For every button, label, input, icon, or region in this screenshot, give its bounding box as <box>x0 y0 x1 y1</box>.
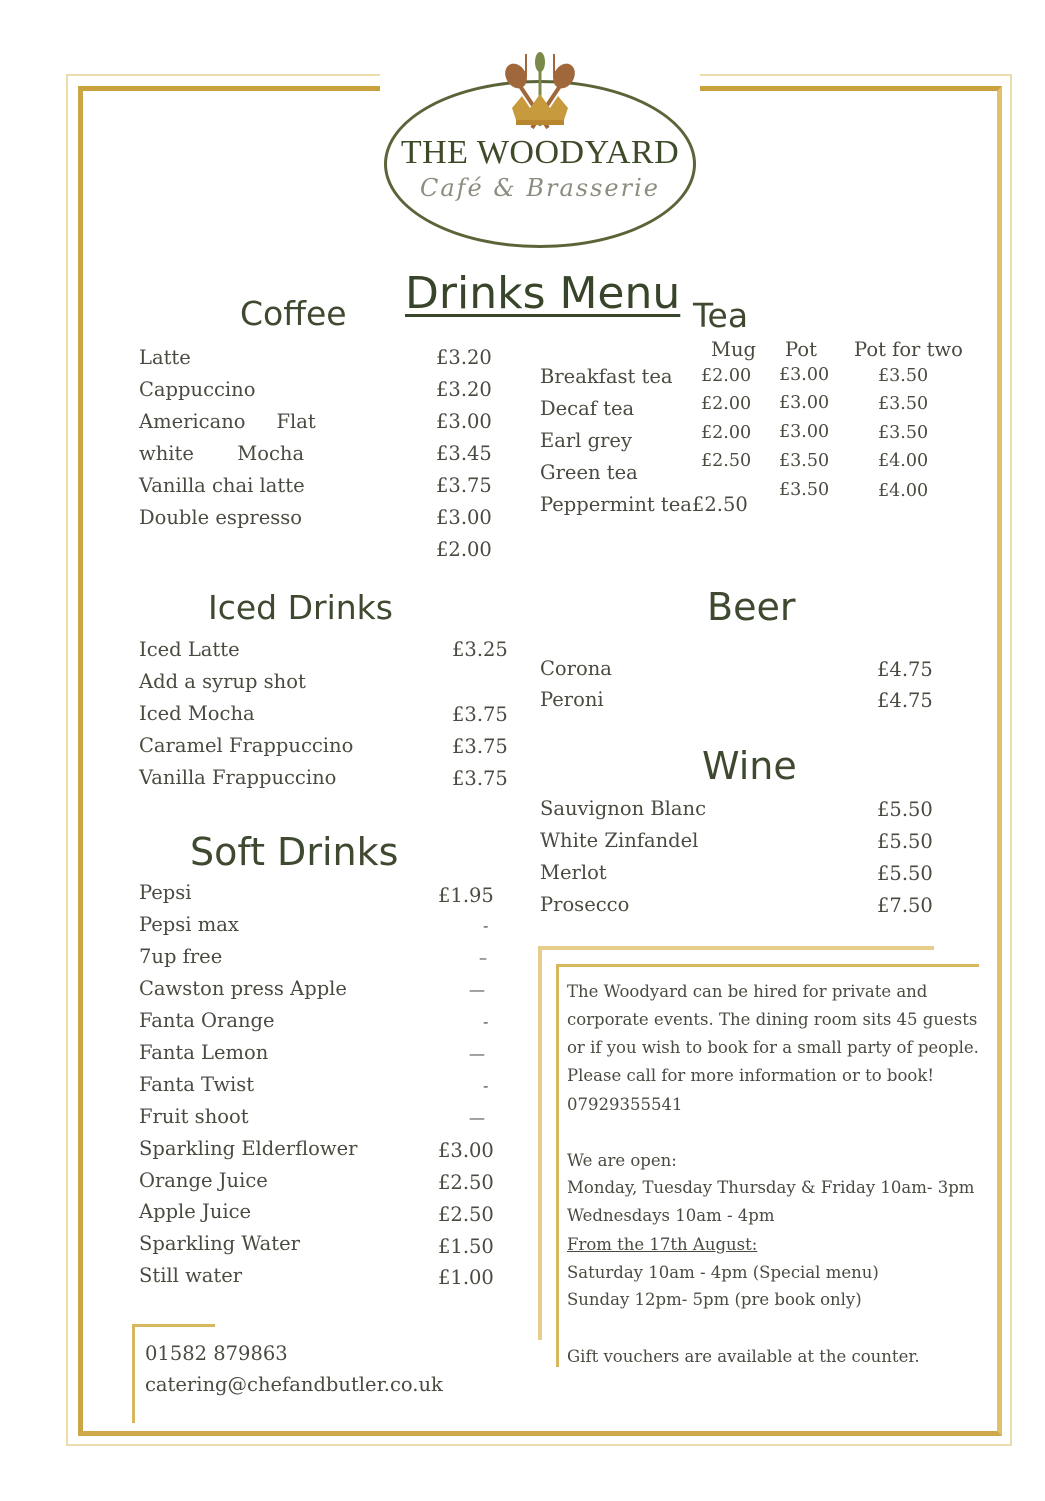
soft-price: — <box>469 980 485 999</box>
contact-phone: 01582 879863 <box>145 1342 288 1365</box>
info-line: corporate events. The dining room sits 45 guests <box>567 1010 978 1029</box>
wine-heading: Wine <box>702 744 797 788</box>
page-title: Drinks Menu <box>405 268 681 319</box>
soft-item: Pepsi max <box>139 913 239 936</box>
iced-heading: Iced Drinks <box>208 588 393 627</box>
soft-item: Pepsi <box>139 881 192 904</box>
iced-price: £3.75 <box>452 703 508 726</box>
tea-pot-price: £3.00 <box>779 393 830 413</box>
hours-line: Sunday 12pm- 5pm (pre book only) <box>567 1290 862 1309</box>
soft-price: £1.50 <box>438 1235 494 1258</box>
open-heading: We are open: <box>567 1151 677 1170</box>
coffee-heading: Coffee <box>240 294 347 333</box>
soft-price: — <box>469 1108 485 1127</box>
beer-item: Peroni <box>540 688 604 711</box>
tea-pot-two-price: £4.00 <box>878 451 929 471</box>
info-line: Please call for more information or to book! <box>567 1066 934 1085</box>
beer-price: £4.75 <box>877 658 933 681</box>
vouchers-note: Gift vouchers are available at the counter. <box>567 1347 920 1366</box>
iced-item: Vanilla Frappuccino <box>139 766 337 789</box>
tea-pot-two-price: £3.50 <box>878 423 929 443</box>
beer-item: Corona <box>540 657 612 680</box>
hours-line: Wednesdays 10am - 4pm <box>567 1206 775 1225</box>
tea-mug-price: £2.50 <box>701 451 752 471</box>
info-line: or if you wish to book for a small party of people. <box>567 1038 979 1057</box>
soft-item: Fanta Orange <box>139 1009 275 1032</box>
tea-pot-two-price: £3.50 <box>878 394 929 414</box>
wine-price: £5.50 <box>877 862 933 885</box>
soft-price: £1.95 <box>438 884 494 907</box>
coffee-item: white Mocha <box>139 442 305 465</box>
wine-item: Prosecco <box>540 893 630 916</box>
iced-price: £3.75 <box>452 767 508 790</box>
brand-name: THE WOODYARD <box>400 134 680 171</box>
soft-price: £1.00 <box>438 1266 494 1289</box>
wine-price: £7.50 <box>877 894 933 917</box>
soft-item: Sparkling Elderflower <box>139 1137 358 1160</box>
iced-item: Add a syrup shot <box>139 670 306 693</box>
hours-line: Monday, Tuesday Thursday & Friday 10am- 3pm <box>567 1178 975 1197</box>
hours-line: Saturday 10am - 4pm (Special menu) <box>567 1263 879 1282</box>
soft-item: 7up free <box>139 945 223 968</box>
soft-item: Still water <box>139 1264 243 1287</box>
wine-item: Sauvignon Blanc <box>540 797 707 820</box>
soft-price: - <box>483 916 489 935</box>
tea-pot-two-price: £4.00 <box>878 481 929 501</box>
soft-item: Sparkling Water <box>139 1232 300 1255</box>
tea-pot-price: £3.00 <box>779 365 830 385</box>
iced-price: £3.25 <box>452 638 508 661</box>
beer-heading: Beer <box>707 585 796 629</box>
tea-item: Earl grey <box>540 429 632 452</box>
brand-tagline: Café & Brasserie <box>420 174 660 202</box>
soft-item: Fruit shoot <box>139 1105 249 1128</box>
tea-item: Breakfast tea <box>540 365 673 388</box>
soft-heading: Soft Drinks <box>190 830 399 874</box>
tea-pot-price: £3.50 <box>779 451 830 471</box>
beer-price: £4.75 <box>877 689 933 712</box>
coffee-price: £3.45 <box>436 442 492 465</box>
tea-item: Decaf tea <box>540 397 635 420</box>
coffee-item: Americano Flat <box>139 410 316 433</box>
soft-price: £3.00 <box>438 1139 494 1162</box>
info-line: The Woodyard can be hired for private and <box>567 982 928 1001</box>
tea-pot-two-price: £3.50 <box>878 366 929 386</box>
coffee-price: £3.20 <box>436 346 492 369</box>
coffee-item: Cappuccino <box>139 378 256 401</box>
soft-price: - <box>483 1012 489 1031</box>
soft-item: Apple Juice <box>139 1200 252 1223</box>
coffee-item: Double espresso <box>139 506 303 529</box>
tea-mug-price: £2.00 <box>701 423 752 443</box>
wine-item: White Zinfandel <box>540 829 699 852</box>
info-phone: 07929355541 <box>567 1095 683 1114</box>
cutlery-crown-icon <box>490 48 590 138</box>
soft-item: Fanta Twist <box>139 1073 255 1096</box>
tea-col-pot: Pot <box>785 338 817 361</box>
coffee-price: £3.00 <box>436 506 492 529</box>
coffee-price: £3.20 <box>436 378 492 401</box>
tea-pot-price: £3.50 <box>779 480 830 500</box>
coffee-item: Latte <box>139 346 191 369</box>
tea-mug-price: £2.00 <box>701 366 752 386</box>
tea-col-mug: Mug <box>711 338 757 361</box>
soft-price: — <box>469 1044 485 1063</box>
soft-item: Cawston press Apple <box>139 977 347 1000</box>
soft-price: – <box>479 948 487 967</box>
soft-item: Orange Juice <box>139 1169 268 1192</box>
coffee-price: £3.00 <box>436 410 492 433</box>
tea-heading: Tea <box>693 296 749 335</box>
contact-email[interactable]: catering@chefandbutler.co.uk <box>145 1373 443 1396</box>
wine-price: £5.50 <box>877 798 933 821</box>
iced-item: Iced Mocha <box>139 702 255 725</box>
from-date: From the 17th August: <box>567 1235 758 1254</box>
coffee-item: Vanilla chai latte <box>139 474 305 497</box>
tea-item: Peppermint tea£2.50 <box>540 493 748 516</box>
tea-col-pot-two: Pot for two <box>854 338 963 361</box>
tea-mug-price: £2.00 <box>701 394 752 414</box>
iced-item: Iced Latte <box>139 638 240 661</box>
wine-item: Merlot <box>540 861 607 884</box>
coffee-price: £3.75 <box>436 474 492 497</box>
soft-price: £2.50 <box>438 1203 494 1226</box>
soft-item: Fanta Lemon <box>139 1041 269 1064</box>
coffee-price: £2.00 <box>436 538 492 561</box>
tea-pot-price: £3.00 <box>779 422 830 442</box>
iced-price: £3.75 <box>452 735 508 758</box>
wine-price: £5.50 <box>877 830 933 853</box>
iced-item: Caramel Frappuccino <box>139 734 354 757</box>
soft-price: - <box>483 1076 489 1095</box>
tea-item: Green tea <box>540 461 638 484</box>
soft-price: £2.50 <box>438 1171 494 1194</box>
